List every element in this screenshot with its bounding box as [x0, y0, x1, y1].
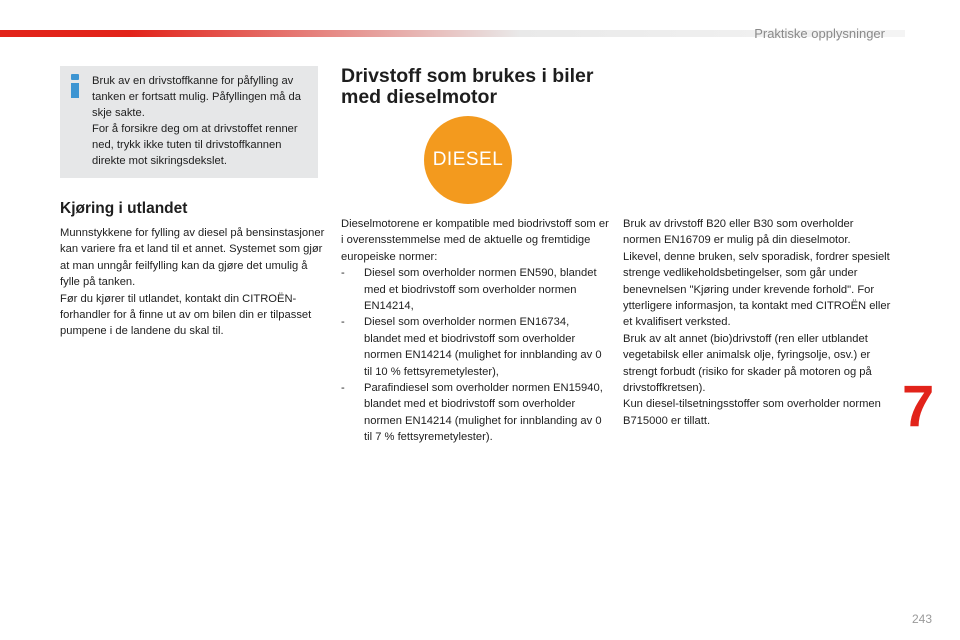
info-icon [68, 74, 82, 98]
intro-paragraph: Dieselmotorene er kompatible med biodrivstoff som er i overensstemmelse med de aktuelle og fremtidige europeiske normer: [341, 218, 609, 263]
list-item [341, 265, 609, 314]
abroad-heading: Kjøring i utlandet [60, 200, 188, 217]
list-item-text: Diesel som overholder normen EN16734, blandet med et biodrivstoff som overholder normen EN14214 (mulighet for innblanding av 0 til 10 % fettsyremetylester), [364, 316, 602, 378]
info-box [60, 66, 318, 178]
abroad-text [60, 225, 325, 340]
info-text [92, 73, 314, 169]
abroad-paragraph: Før du kjører til utlandet, kontakt din CITROËN-forhandler for å finne ut av om bilen din er tilpasset pumpene i de landene du skal til. [60, 292, 312, 338]
biofuel-text [623, 216, 891, 429]
list-dash: - [341, 316, 345, 329]
list-dash: - [341, 267, 345, 280]
section-title: Praktiske opplysninger [754, 26, 885, 41]
abroad-paragraph: Munnstykkene for fylling av diesel på bensinstasjoner kan variere fra et land til et annet. Systemet som gjør at man unngår feilfylling kan da gjøre det umulig å fylle på tanken. [60, 227, 325, 289]
biofuel-paragraph: Kun diesel-tilsetningsstoffer som overholder normen B715000 er tillatt. [623, 398, 881, 427]
page-number: 243 [912, 612, 933, 626]
page-title-line: med dieselmotor [341, 86, 498, 108]
list-item-text: Parafindiesel som overholder normen EN15940, blandet med et biodrivstoff som overholder normen EN14214 (mulighet for innblanding av 0 til 7 % fettsyremetylester). [364, 382, 603, 444]
info-paragraph: Bruk av en drivstoffkanne for påfylling av tanken er fortsatt mulig. Påfyllingen må da skje sakte. [92, 75, 301, 119]
diesel-badge-label: DIESEL [432, 149, 504, 170]
chapter-number: 7 [902, 374, 935, 439]
list-dash: - [341, 382, 345, 395]
info-paragraph: For å forsikre deg om at drivstoffet renner ned, trykk ikke tuten til drivstoffkannen direkte mot sikringsdekslet. [92, 123, 298, 167]
fuel-norms-text [341, 216, 609, 446]
biofuel-paragraph: Bruk av alt annet (bio)drivstoff (ren eller utblandet vegetabilsk eller animalsk olje, fyringsolje, osv.) er strengt forbudt (risiko for skader på motoren og på drivstoffkretsen). [623, 332, 872, 395]
diesel-badge [424, 116, 512, 204]
list-item-text: Diesel som overholder normen EN590, blandet med et biodrivstoff som overholder normen EN14214, [364, 267, 597, 313]
list-item [341, 380, 609, 446]
page-title-line: Drivstoff som brukes i biler [341, 65, 594, 87]
list-item [341, 314, 609, 380]
biofuel-paragraph: Bruk av drivstoff B20 eller B30 som overholder normen EN16709 er mulig på din dieselmotor. Likevel, denne bruken, selv sporadisk, fordrer spesielt strenge vedlikeholdsbetingelser, som går under benevnelsen "Kjøring under krevende forhold". For ytterligere informasjon, ta kontakt med CITROËN eller et kvalifisert verksted. [623, 218, 891, 329]
page-title [341, 66, 593, 108]
